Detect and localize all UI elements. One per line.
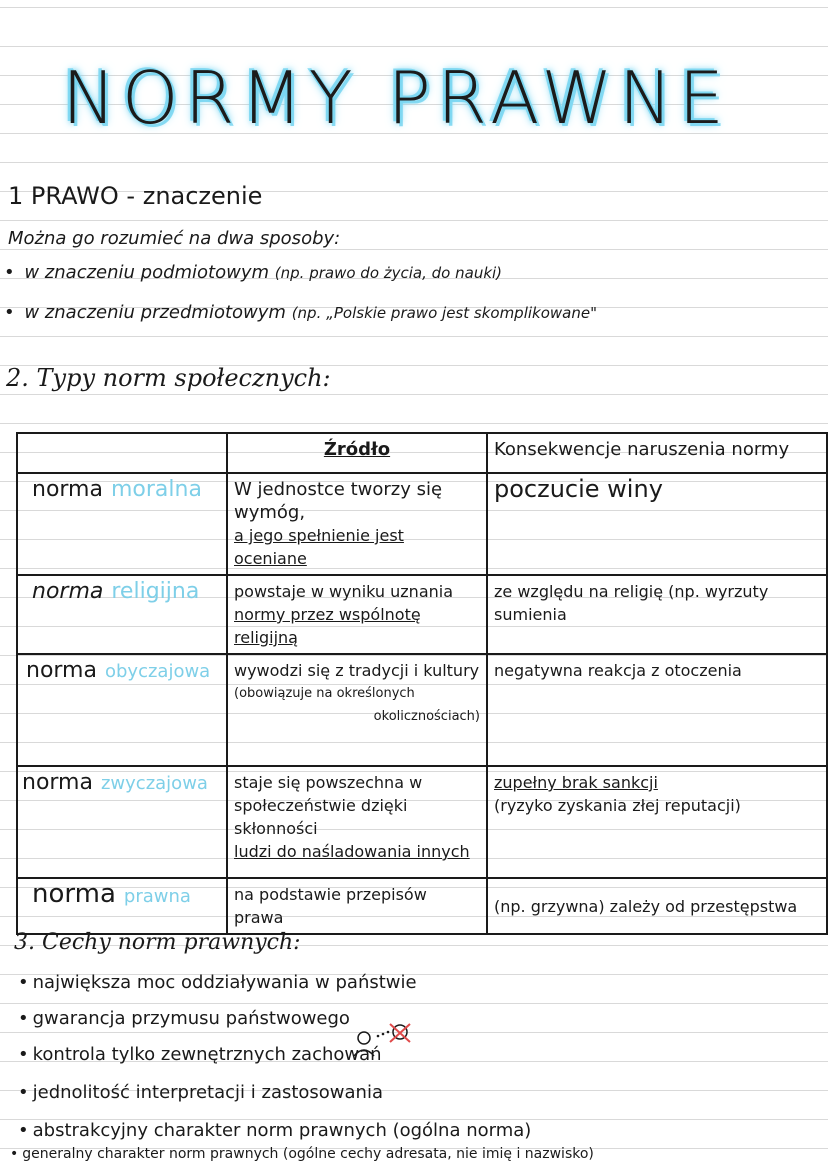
section1-item-note: (np. prawo do życia, do nauki) <box>274 264 503 282</box>
source-line: staje się powszechna w <box>234 773 423 792</box>
source-line: okolicznościach) <box>373 709 480 724</box>
source-line: ludzi do naśladowania innych <box>234 842 470 861</box>
list-item: • gwarancja przymusu państwowego <box>18 1008 350 1029</box>
section1-item-text: w znaczeniu podmiotowym <box>24 262 270 283</box>
norm-word: norma <box>26 658 97 683</box>
consequence-line: ze względu na religię (np. wyrzuty <box>494 582 769 601</box>
source-line: powstaje w wyniku uznania <box>234 582 454 601</box>
norm-consequence <box>487 878 827 934</box>
consequence-line: poczucie winy <box>494 475 663 503</box>
list-item: • kontrola tylko zewnętrznych zachowań <box>18 1044 382 1065</box>
norm-word: norma <box>22 770 93 795</box>
source-line: (obowiązuje na określonych <box>234 686 415 701</box>
list-item: • generalny charakter norm prawnych (ogólne cechy adresata, nie imię i nazwisko) <box>10 1146 594 1162</box>
section1-intro: Można go rozumieć na dwa sposoby: <box>8 228 341 249</box>
table-row <box>17 473 827 575</box>
source-line: wywodzi się z tradycji i kultury <box>234 661 480 680</box>
source-line: społeczeństwie dzięki skłonności <box>234 796 408 838</box>
norm-consequence <box>487 473 827 575</box>
table-header-consequence: Konsekwencje naruszenia normy <box>487 433 827 473</box>
table-row <box>17 575 827 654</box>
norm-source <box>227 473 487 575</box>
norm-name <box>17 766 227 878</box>
page-title: NORMY PRAWNE <box>62 56 730 140</box>
table-header-row <box>17 433 827 473</box>
source-line: W jednostce tworzy się wymóg, <box>234 479 443 523</box>
consequence-line: zupełny brak sankcji <box>494 773 658 792</box>
norm-name <box>17 878 227 934</box>
consequence-line: negatywna reakcja z otoczenia <box>494 661 742 680</box>
norm-type: obyczajowa <box>104 661 211 682</box>
consequence-line: (ryzyko zyskania złej reputacji) <box>494 796 741 815</box>
table-header-source: Źródło <box>227 433 487 473</box>
table-row <box>17 654 827 766</box>
source-line: normy przez wspólnotę religijną <box>234 605 421 647</box>
norm-consequence <box>487 575 827 654</box>
source-line: a jego spełnienie jest oceniane <box>234 526 404 568</box>
section2-heading: 2. Typy norm społecznych: <box>6 364 331 392</box>
table-row <box>17 766 827 878</box>
section1-item-1 <box>4 262 502 283</box>
norm-type: zwyczajowa <box>100 773 208 794</box>
table-row <box>17 878 827 934</box>
section1-item-2 <box>4 302 597 323</box>
norms-table <box>16 432 828 935</box>
norm-type: prawna <box>123 886 191 907</box>
consequence-line: sumienia <box>494 605 567 624</box>
norm-word: norma <box>32 579 104 604</box>
norm-word: norma <box>32 879 116 909</box>
section1-heading: 1 PRAWO - znaczenie <box>8 182 263 210</box>
section3-heading: 3. Cechy norm prawnych: <box>14 930 301 955</box>
consequence-line: (np. grzywna) zależy od przestępstwa <box>494 896 798 916</box>
norm-word: norma <box>32 477 103 502</box>
norm-source <box>227 654 487 766</box>
section1-item-note: (np. „Polskie prawo jest skomplikowane" <box>291 304 597 322</box>
table-header-empty <box>17 433 227 473</box>
list-item: • największa moc oddziaływania w państwie <box>18 972 417 993</box>
norm-consequence <box>487 654 827 766</box>
norm-name <box>17 473 227 575</box>
section1-item-text: w znaczeniu przedmiotowym <box>24 302 286 323</box>
norm-source <box>227 766 487 878</box>
list-item: • jednolitość interpretacji i zastosowania <box>18 1082 383 1103</box>
source-line: na podstawie przepisów prawa <box>234 885 427 927</box>
norm-name <box>17 654 227 766</box>
norm-source <box>227 575 487 654</box>
norm-consequence <box>487 766 827 878</box>
norm-source <box>227 878 487 934</box>
people-doodle-icon <box>350 1022 416 1066</box>
norm-type: religijna <box>111 579 200 604</box>
norm-name <box>17 575 227 654</box>
norm-type: moralna <box>110 477 202 502</box>
list-item: • abstrakcyjny charakter norm prawnych (ogólna norma) <box>18 1120 531 1141</box>
